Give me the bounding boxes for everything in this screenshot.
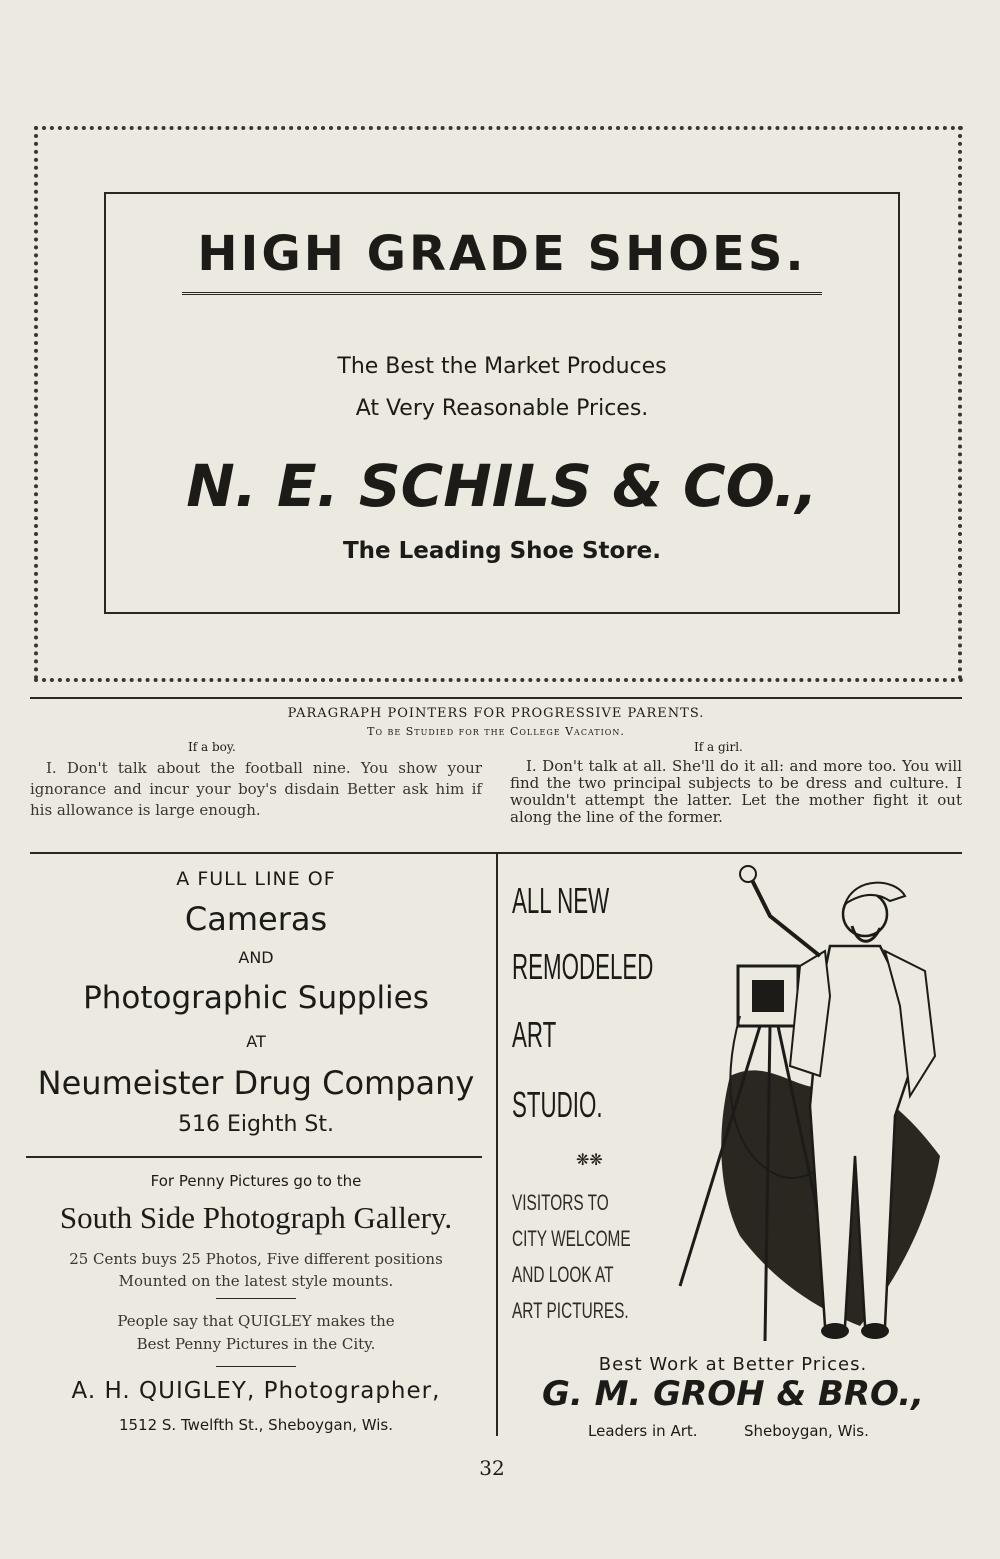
- gallery-quote-1: People say that QUIGLEY makes the: [117, 1312, 395, 1330]
- shoes-line-2: At Very Reasonable Prices.: [355, 396, 649, 421]
- drug-at: AT: [246, 1032, 266, 1051]
- drug-and: AND: [238, 948, 274, 967]
- studio-ornament-icon: ❋❋: [576, 1150, 603, 1169]
- studio-visit-3: AND LOOK AT: [512, 1262, 614, 1287]
- gallery-offer-1: 25 Cents buys 25 Photos, Five different positions: [69, 1250, 443, 1268]
- shoes-company: N. E. SCHILS & CO.,: [186, 452, 818, 520]
- studio-line-4: STUDIO.: [512, 1084, 603, 1125]
- pointers-subtitle: To be Studied for the College Vacation.: [367, 725, 625, 738]
- studio-line-1: ALL NEW: [512, 880, 610, 921]
- shoes-headline: HIGH GRADE SHOES.: [197, 226, 807, 282]
- pointers-top-rule: [30, 697, 962, 699]
- gallery-quote-2: Best Penny Pictures in the City.: [136, 1335, 376, 1353]
- ornament-border-top: [34, 126, 964, 130]
- column-divider: [496, 854, 498, 1436]
- gallery-short-rule-2: [216, 1366, 296, 1367]
- girl-heading: If a girl.: [694, 740, 743, 754]
- ornament-border-bottom: [34, 678, 964, 682]
- photographer-name: A. H. QUIGLEY, Photographer,: [71, 1378, 441, 1404]
- drug-company: Neumeister Drug Company: [37, 1064, 475, 1102]
- studio-visit-2: CITY WELCOME: [512, 1226, 631, 1251]
- pointers-title: PARAGRAPH POINTERS FOR PROGRESSIVE PARENTS.: [287, 706, 705, 721]
- gallery-name: South Side Photograph Gallery.: [59, 1200, 453, 1235]
- page-number: 32: [479, 1456, 505, 1480]
- gallery-short-rule-1: [216, 1298, 296, 1299]
- studio-slogan: Best Work at Better Prices.: [598, 1354, 868, 1375]
- ornament-border-left: [34, 126, 38, 680]
- studio-line-3: ART: [512, 1014, 557, 1055]
- drug-bottom-rule: [26, 1156, 482, 1158]
- studio-company: G. M. GROH & BRO.,: [541, 1374, 925, 1414]
- girl-text: I. Don't talk at all. She'll do it all: and more too. You will find the two principal subjects to be dress and culture. I wouldn't attempt the latter. Let the mother fight it out along the line of the former.: [510, 757, 962, 826]
- studio-visit-1: VISITORS TO: [512, 1190, 609, 1215]
- ornament-border-right: [958, 126, 962, 680]
- studio-footer-left: Leaders in Art.: [588, 1422, 698, 1440]
- drug-cameras: Cameras: [184, 900, 328, 938]
- boy-text: I. Don't talk about the football nine. You show your ignorance and incur your boy's disdain Better ask him if his allowance is large enough.: [30, 759, 482, 819]
- boy-heading: If a boy.: [188, 740, 236, 754]
- gallery-offer-2: Mounted on the latest style mounts.: [118, 1272, 394, 1290]
- drug-line-1: A FULL LINE OF: [176, 868, 336, 890]
- gallery-intro: For Penny Pictures go to the: [150, 1172, 362, 1190]
- shoes-line-1: The Best the Market Produces: [337, 354, 667, 379]
- photographer-address: 1512 S. Twelfth St., Sheboygan, Wis.: [118, 1416, 394, 1434]
- studio-footer-right: Sheboygan, Wis.: [744, 1422, 869, 1440]
- studio-visit-4: ART PICTURES.: [512, 1298, 629, 1323]
- shoes-tagline: The Leading Shoe Store.: [342, 538, 662, 564]
- drug-address: 516 Eighth St.: [177, 1112, 335, 1137]
- photographer-illustration: [660, 856, 960, 1346]
- headline-rule: [182, 292, 822, 295]
- drug-photo-supplies: Photographic Supplies: [83, 980, 429, 1016]
- studio-line-2: REMODELED: [512, 946, 654, 987]
